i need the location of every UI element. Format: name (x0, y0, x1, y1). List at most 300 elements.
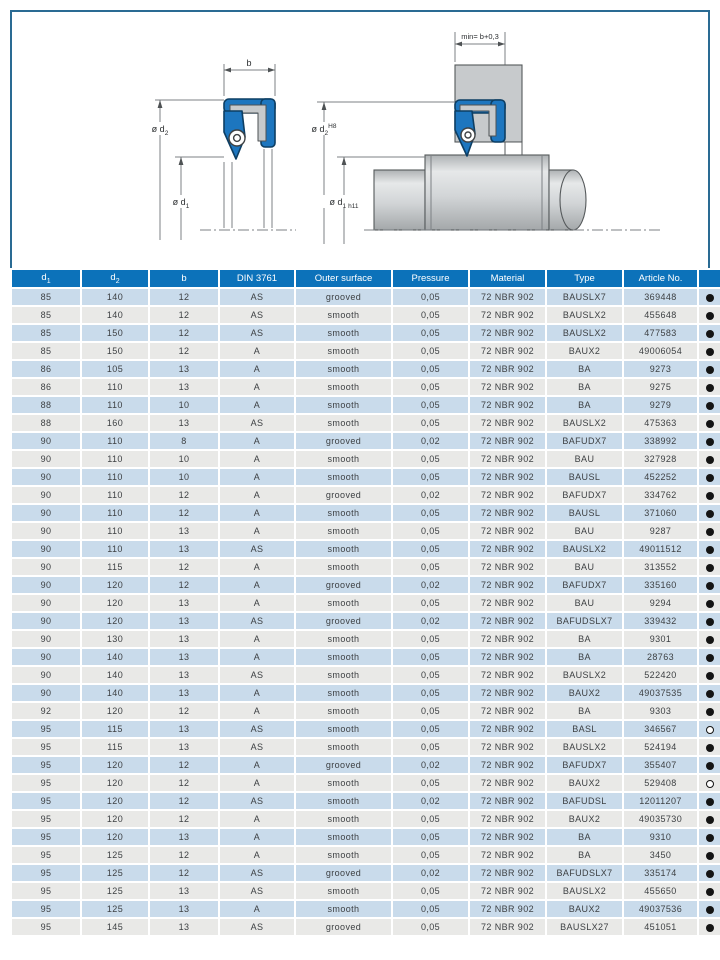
cell-b: 13 (150, 685, 218, 701)
spec-table (10, 268, 720, 937)
cell-d1: 90 (12, 577, 80, 593)
cell-material: 72 NBR 902 (470, 721, 545, 737)
cell-article-no: 9303 (624, 703, 697, 719)
cell-availability (699, 649, 720, 665)
cell-availability (699, 379, 720, 395)
cell-material: 72 NBR 902 (470, 613, 545, 629)
cell-d1: 85 (12, 325, 80, 341)
cell-din: AS (220, 307, 294, 323)
cell-d1: 90 (12, 559, 80, 575)
cell-outer-surface: smooth (296, 307, 391, 323)
cell-article-no: 452252 (624, 469, 697, 485)
table-row (12, 721, 720, 737)
cell-b: 12 (150, 865, 218, 881)
cell-availability (699, 883, 720, 899)
cell-d1: 90 (12, 505, 80, 521)
cell-d1: 95 (12, 775, 80, 791)
cell-d1: 95 (12, 757, 80, 773)
cell-d2: 140 (82, 649, 148, 665)
cell-material: 72 NBR 902 (470, 685, 545, 701)
availability-filled-icon (706, 438, 714, 446)
cell-material: 72 NBR 902 (470, 649, 545, 665)
cell-availability (699, 757, 720, 773)
cell-outer-surface: smooth (296, 343, 391, 359)
cell-type: BAFUDSLX7 (547, 613, 622, 629)
cell-material: 72 NBR 902 (470, 757, 545, 773)
table-row (12, 451, 720, 467)
col-header-din: DIN 3761 (220, 270, 294, 287)
cell-d2: 120 (82, 811, 148, 827)
cell-d1: 90 (12, 469, 80, 485)
availability-filled-icon (706, 474, 714, 482)
cell-din: A (220, 451, 294, 467)
cell-pressure: 0,05 (393, 811, 468, 827)
cell-d2: 120 (82, 613, 148, 629)
cell-d2: 105 (82, 361, 148, 377)
table-row (12, 667, 720, 683)
cell-din: A (220, 487, 294, 503)
cell-material: 72 NBR 902 (470, 703, 545, 719)
cell-availability (699, 487, 720, 503)
cell-din: A (220, 343, 294, 359)
cell-article-no: 335160 (624, 577, 697, 593)
cell-availability (699, 919, 720, 935)
cell-type: BAUSLX2 (547, 739, 622, 755)
cell-din: A (220, 469, 294, 485)
cell-din: A (220, 811, 294, 827)
cell-type: BAFUDSL (547, 793, 622, 809)
cell-type: BAUX2 (547, 685, 622, 701)
cell-availability (699, 739, 720, 755)
cell-outer-surface: smooth (296, 559, 391, 575)
cell-availability (699, 451, 720, 467)
cell-d1: 95 (12, 919, 80, 935)
table-row (12, 649, 720, 665)
cell-availability (699, 901, 720, 917)
cell-article-no: 12011207 (624, 793, 697, 809)
cell-outer-surface: grooved (296, 289, 391, 305)
cell-d2: 140 (82, 685, 148, 701)
cell-b: 12 (150, 325, 218, 341)
cell-availability (699, 793, 720, 809)
cell-type: BA (547, 703, 622, 719)
availability-open-icon (706, 726, 714, 734)
cell-d2: 110 (82, 469, 148, 485)
cell-b: 13 (150, 919, 218, 935)
cell-availability (699, 685, 720, 701)
cell-din: AS (220, 883, 294, 899)
availability-filled-icon (706, 366, 714, 374)
cell-type: BA (547, 397, 622, 413)
table-row (12, 739, 720, 755)
left-d1-label: ø $d_1$ (172, 197, 190, 210)
cell-availability (699, 667, 720, 683)
cell-pressure: 0,02 (393, 433, 468, 449)
cell-availability (699, 325, 720, 341)
cell-outer-surface: smooth (296, 523, 391, 539)
table-row (12, 487, 720, 503)
cell-article-no: 9310 (624, 829, 697, 845)
cell-outer-surface: smooth (296, 721, 391, 737)
cell-d1: 90 (12, 595, 80, 611)
table-row (12, 505, 720, 521)
cell-material: 72 NBR 902 (470, 883, 545, 899)
cell-d1: 85 (12, 307, 80, 323)
cell-b: 12 (150, 577, 218, 593)
cell-material: 72 NBR 902 (470, 397, 545, 413)
cell-material: 72 NBR 902 (470, 451, 545, 467)
cell-article-no: 9294 (624, 595, 697, 611)
availability-filled-icon (706, 906, 714, 914)
cell-article-no: 524194 (624, 739, 697, 755)
cell-din: A (220, 361, 294, 377)
cell-outer-surface: grooved (296, 487, 391, 503)
cell-availability (699, 613, 720, 629)
cell-pressure: 0,05 (393, 397, 468, 413)
cell-availability (699, 469, 720, 485)
cell-din: A (220, 523, 294, 539)
cell-d2: 110 (82, 433, 148, 449)
cell-material: 72 NBR 902 (470, 433, 545, 449)
cell-din: A (220, 901, 294, 917)
cell-d2: 120 (82, 829, 148, 845)
cell-outer-surface: grooved (296, 757, 391, 773)
cell-material: 72 NBR 902 (470, 811, 545, 827)
cell-din: AS (220, 541, 294, 557)
cell-type: BAU (547, 523, 622, 539)
cell-pressure: 0,05 (393, 685, 468, 701)
table-row (12, 289, 720, 305)
cell-type: BAUSLX2 (547, 541, 622, 557)
cell-b: 13 (150, 649, 218, 665)
cell-outer-surface: smooth (296, 361, 391, 377)
cell-b: 13 (150, 541, 218, 557)
cell-d1: 90 (12, 541, 80, 557)
cell-din: A (220, 577, 294, 593)
cell-article-no: 49035730 (624, 811, 697, 827)
cell-din: AS (220, 613, 294, 629)
cell-b: 12 (150, 289, 218, 305)
cell-b: 13 (150, 667, 218, 683)
cell-d1: 95 (12, 901, 80, 917)
cell-material: 72 NBR 902 (470, 847, 545, 863)
table-row (12, 307, 720, 323)
availability-filled-icon (706, 510, 714, 518)
cell-b: 12 (150, 307, 218, 323)
table-row (12, 901, 720, 917)
cell-pressure: 0,05 (393, 361, 468, 377)
cell-material: 72 NBR 902 (470, 739, 545, 755)
cell-material: 72 NBR 902 (470, 469, 545, 485)
cell-b: 12 (150, 811, 218, 827)
cell-b: 12 (150, 703, 218, 719)
cell-d2: 120 (82, 595, 148, 611)
cell-article-no: 455648 (624, 307, 697, 323)
cell-type: BAU (547, 559, 622, 575)
cell-type: BAUSLX2 (547, 325, 622, 341)
availability-filled-icon (706, 294, 714, 302)
availability-filled-icon (706, 690, 714, 698)
cell-article-no: 477583 (624, 325, 697, 341)
cell-type: BA (547, 379, 622, 395)
cell-din: AS (220, 793, 294, 809)
cell-type: BAFUDX7 (547, 757, 622, 773)
cell-outer-surface: smooth (296, 685, 391, 701)
table-row (12, 559, 720, 575)
cell-d1: 95 (12, 721, 80, 737)
cell-outer-surface: grooved (296, 613, 391, 629)
cell-pressure: 0,05 (393, 379, 468, 395)
cell-pressure: 0,02 (393, 577, 468, 593)
cell-availability (699, 775, 720, 791)
cell-d2: 125 (82, 847, 148, 863)
cell-article-no: 334762 (624, 487, 697, 503)
cell-din: A (220, 433, 294, 449)
cell-pressure: 0,05 (393, 343, 468, 359)
cell-material: 72 NBR 902 (470, 775, 545, 791)
availability-filled-icon (706, 924, 714, 932)
cell-article-no: 338992 (624, 433, 697, 449)
cell-outer-surface: smooth (296, 541, 391, 557)
cell-outer-surface: smooth (296, 415, 391, 431)
table-row (12, 361, 720, 377)
cell-b: 12 (150, 793, 218, 809)
cell-material: 72 NBR 902 (470, 919, 545, 935)
cell-type: BAUSL (547, 469, 622, 485)
availability-filled-icon (706, 762, 714, 770)
cell-type: BAUSL (547, 505, 622, 521)
cell-d2: 125 (82, 865, 148, 881)
cell-b: 10 (150, 451, 218, 467)
cell-din: A (220, 775, 294, 791)
cell-availability (699, 829, 720, 845)
col-header-outer-surface: Outer surface (296, 270, 391, 287)
seal-cross-section-drawing (145, 58, 296, 240)
cell-material: 72 NBR 902 (470, 865, 545, 881)
cell-article-no: 451051 (624, 919, 697, 935)
cell-d2: 110 (82, 397, 148, 413)
cell-pressure: 0,05 (393, 307, 468, 323)
cell-availability (699, 847, 720, 863)
table-row (12, 775, 720, 791)
cell-d2: 115 (82, 739, 148, 755)
table-row (12, 883, 720, 899)
cell-b: 10 (150, 397, 218, 413)
table-row (12, 703, 720, 719)
cell-outer-surface: grooved (296, 577, 391, 593)
cell-pressure: 0,05 (393, 721, 468, 737)
seal-technical-drawing (12, 12, 708, 266)
cell-type: BAUX2 (547, 811, 622, 827)
cell-article-no: 9287 (624, 523, 697, 539)
table-row (12, 541, 720, 557)
cell-article-no: 335174 (624, 865, 697, 881)
cell-b: 13 (150, 361, 218, 377)
dim-b-label: b (246, 58, 252, 68)
cell-din: AS (220, 289, 294, 305)
cell-d2: 120 (82, 577, 148, 593)
cell-availability (699, 415, 720, 431)
cell-pressure: 0,05 (393, 667, 468, 683)
cell-availability (699, 523, 720, 539)
seal-installation-drawing (305, 32, 660, 244)
availability-filled-icon (706, 852, 714, 860)
cell-b: 13 (150, 721, 218, 737)
cell-d1: 90 (12, 523, 80, 539)
cell-d1: 85 (12, 343, 80, 359)
availability-filled-icon (706, 600, 714, 608)
cell-din: AS (220, 865, 294, 881)
cell-din: A (220, 685, 294, 701)
cell-type: BA (547, 631, 622, 647)
cell-article-no: 371060 (624, 505, 697, 521)
cell-d2: 130 (82, 631, 148, 647)
cell-pressure: 0,05 (393, 325, 468, 341)
cell-type: BA (547, 361, 622, 377)
availability-open-icon (706, 780, 714, 788)
cell-din: AS (220, 415, 294, 431)
cell-outer-surface: grooved (296, 865, 391, 881)
table-row (12, 577, 720, 593)
table-row (12, 523, 720, 539)
cell-pressure: 0,05 (393, 883, 468, 899)
cell-article-no: 327928 (624, 451, 697, 467)
cell-outer-surface: smooth (296, 847, 391, 863)
cell-pressure: 0,05 (393, 415, 468, 431)
cell-outer-surface: smooth (296, 595, 391, 611)
cell-din: A (220, 829, 294, 845)
cell-pressure: 0,05 (393, 703, 468, 719)
availability-filled-icon (706, 672, 714, 680)
cell-pressure: 0,05 (393, 469, 468, 485)
cell-type: BAUSLX27 (547, 919, 622, 935)
cell-article-no: 9279 (624, 397, 697, 413)
col-header-type: Type (547, 270, 622, 287)
cell-d1: 95 (12, 865, 80, 881)
cell-material: 72 NBR 902 (470, 487, 545, 503)
cell-b: 13 (150, 379, 218, 395)
cell-d1: 90 (12, 685, 80, 701)
cell-d2: 150 (82, 325, 148, 341)
table-row (12, 793, 720, 809)
cell-outer-surface: smooth (296, 793, 391, 809)
cell-din: AS (220, 739, 294, 755)
availability-filled-icon (706, 420, 714, 428)
cell-article-no: 49011512 (624, 541, 697, 557)
cell-d2: 120 (82, 757, 148, 773)
cell-din: A (220, 649, 294, 665)
cell-d1: 95 (12, 793, 80, 809)
cell-type: BAU (547, 451, 622, 467)
cell-article-no: 522420 (624, 667, 697, 683)
cell-pressure: 0,05 (393, 523, 468, 539)
cell-material: 72 NBR 902 (470, 361, 545, 377)
availability-filled-icon (706, 744, 714, 752)
cell-d1: 95 (12, 811, 80, 827)
cell-d2: 110 (82, 505, 148, 521)
cell-material: 72 NBR 902 (470, 901, 545, 917)
cell-type: BAUSLX2 (547, 415, 622, 431)
cell-d2: 120 (82, 703, 148, 719)
col-header-b: b (150, 270, 218, 287)
cell-pressure: 0,05 (393, 901, 468, 917)
cell-availability (699, 631, 720, 647)
cell-type: BAUSLX2 (547, 883, 622, 899)
cell-outer-surface: smooth (296, 469, 391, 485)
cell-outer-surface: smooth (296, 703, 391, 719)
cell-outer-surface: smooth (296, 631, 391, 647)
col-header-material: Material (470, 270, 545, 287)
cell-type: BAUX2 (547, 775, 622, 791)
cell-pressure: 0,02 (393, 487, 468, 503)
cell-d1: 95 (12, 883, 80, 899)
cell-article-no: 49006054 (624, 343, 697, 359)
cell-d2: 115 (82, 721, 148, 737)
cell-type: BA (547, 649, 622, 665)
availability-filled-icon (706, 348, 714, 356)
diagram-frame (10, 10, 710, 268)
cell-pressure: 0,02 (393, 865, 468, 881)
col-header-d2: $d_2$ (82, 270, 148, 287)
cell-pressure: 0,05 (393, 559, 468, 575)
cell-pressure: 0,02 (393, 613, 468, 629)
cell-outer-surface: grooved (296, 919, 391, 935)
cell-d2: 160 (82, 415, 148, 431)
cell-pressure: 0,05 (393, 631, 468, 647)
cell-d2: 125 (82, 883, 148, 899)
table-row (12, 397, 720, 413)
table-row (12, 829, 720, 845)
cell-d1: 92 (12, 703, 80, 719)
cell-d1: 90 (12, 649, 80, 665)
cell-d2: 120 (82, 775, 148, 791)
right-d2-label: ø $d_2^{H8}$ (311, 123, 337, 137)
cell-pressure: 0,05 (393, 451, 468, 467)
cell-b: 12 (150, 847, 218, 863)
dim-min-label: min= b+0,3 (461, 32, 499, 41)
cell-type: BASL (547, 721, 622, 737)
cell-d1: 88 (12, 397, 80, 413)
cell-availability (699, 595, 720, 611)
cell-din: A (220, 379, 294, 395)
cell-material: 72 NBR 902 (470, 325, 545, 341)
cell-availability (699, 289, 720, 305)
cell-b: 13 (150, 901, 218, 917)
cell-din: A (220, 559, 294, 575)
cell-article-no: 49037535 (624, 685, 697, 701)
cell-d2: 110 (82, 451, 148, 467)
cell-type: BAFUDX7 (547, 487, 622, 503)
availability-filled-icon (706, 456, 714, 464)
cell-b: 12 (150, 487, 218, 503)
availability-filled-icon (706, 312, 714, 320)
cell-article-no: 355407 (624, 757, 697, 773)
cell-availability (699, 505, 720, 521)
cell-pressure: 0,02 (393, 793, 468, 809)
cell-d2: 110 (82, 487, 148, 503)
cell-pressure: 0,05 (393, 739, 468, 755)
cell-article-no: 28763 (624, 649, 697, 665)
table-row (12, 325, 720, 341)
cell-material: 72 NBR 902 (470, 415, 545, 431)
shaft (374, 155, 586, 230)
cell-din: AS (220, 721, 294, 737)
cell-material: 72 NBR 902 (470, 667, 545, 683)
cell-b: 13 (150, 829, 218, 845)
availability-filled-icon (706, 528, 714, 536)
cell-pressure: 0,05 (393, 847, 468, 863)
cell-article-no: 9275 (624, 379, 697, 395)
